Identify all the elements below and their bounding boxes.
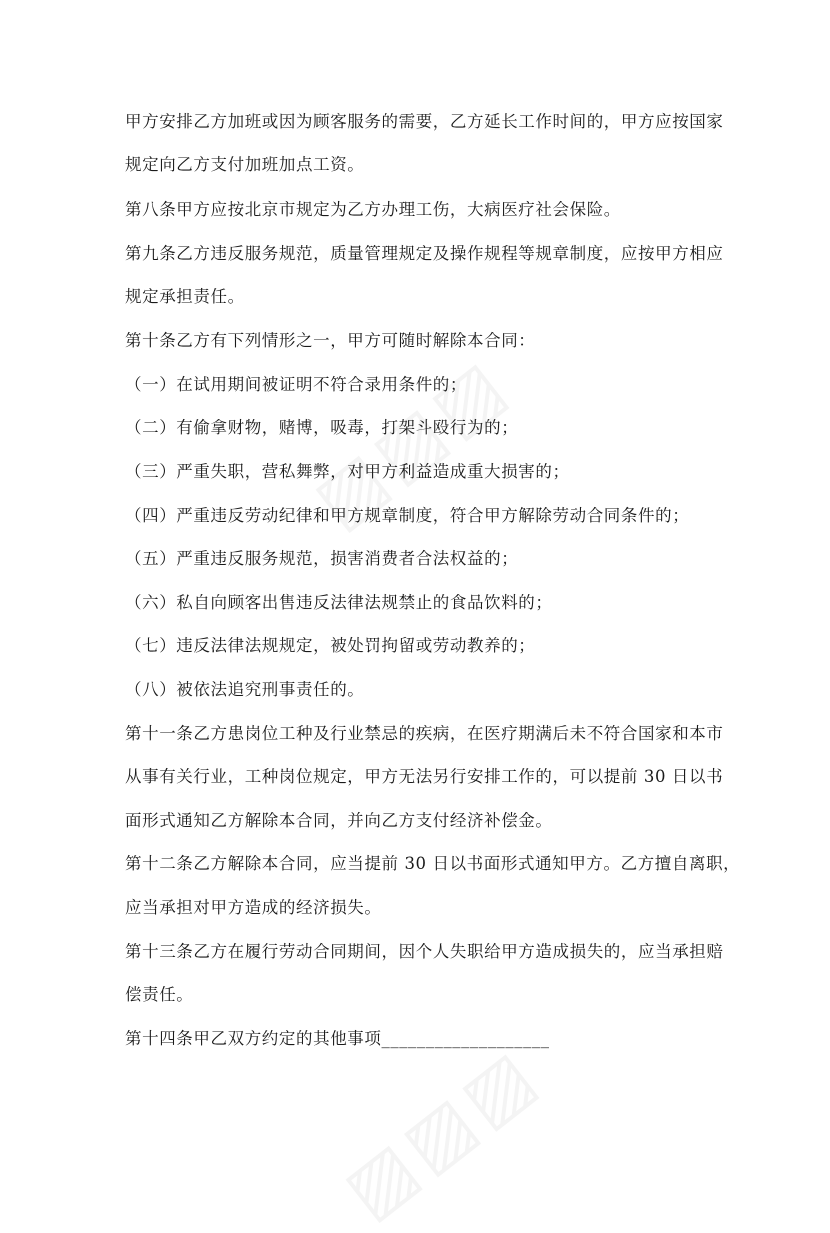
list-item: （一）在试用期间被证明不符合录用条件的； [125, 375, 467, 394]
text-line: 第十三条乙方在履行劳动合同期间，因个人失职给甲方造成损失的，应当承担赔 [125, 942, 724, 961]
text-line: 从事有关行业，工种岗位规定，甲方无法另行安排工作的，可以提前 30 日以书 [125, 767, 724, 786]
text-line: 规定向乙方支付加班加点工资。 [125, 155, 365, 174]
text-line: 应当承担对甲方造成的经济损失。 [125, 898, 382, 917]
list-item: （二）有偷拿财物，赌博，吸毒，打架斗殴行为的； [125, 418, 519, 437]
text-line: 第十四条甲乙双方约定的其他事项___________________ [125, 1029, 550, 1048]
text-line: 甲方安排乙方加班或因为顾客服务的需要，乙方延长工作时间的，甲方应按国家 [125, 112, 724, 131]
text-line: 偿责任。 [125, 985, 194, 1004]
text-line: 第十一条乙方患岗位工种及行业禁忌的疾病，在医疗期满后未不符合国家和本市 [125, 724, 724, 743]
list-item: （三）严重失职，营私舞弊，对甲方利益造成重大损害的； [125, 462, 570, 481]
text-line: 第十条乙方有下列情形之一，甲方可随时解除本合同： [125, 331, 536, 350]
text-line: 面形式通知乙方解除本合同，并向乙方支付经济补偿金。 [125, 811, 553, 830]
list-item: （八）被依法追究刑事责任的。 [125, 680, 365, 699]
list-item: （四）严重违反劳动纪律和甲方规章制度，符合甲方解除劳动合同条件的； [125, 506, 690, 525]
text-line: 第十二条乙方解除本合同，应当提前 30 日以书面形式通知甲方。乙方擅自离职， [125, 854, 741, 873]
text-line: 第九条乙方违反服务规范，质量管理规定及操作规程等规章制度，应按甲方相应 [125, 244, 724, 263]
watermark [328, 1031, 555, 1233]
text-line: 规定承担责任。 [125, 287, 245, 306]
list-item: （七）违反法律法规规定，被处罚拘留或劳动教养的； [125, 636, 536, 655]
list-item: （五）严重违反服务规范，损害消费者合法权益的； [125, 549, 519, 568]
list-item: （六）私自向顾客出售违反法律法规禁止的食品饮料的； [125, 593, 553, 612]
text-line: 第八条甲方应按北京市规定为乙方办理工伤，大病医疗社会保险。 [125, 200, 621, 219]
